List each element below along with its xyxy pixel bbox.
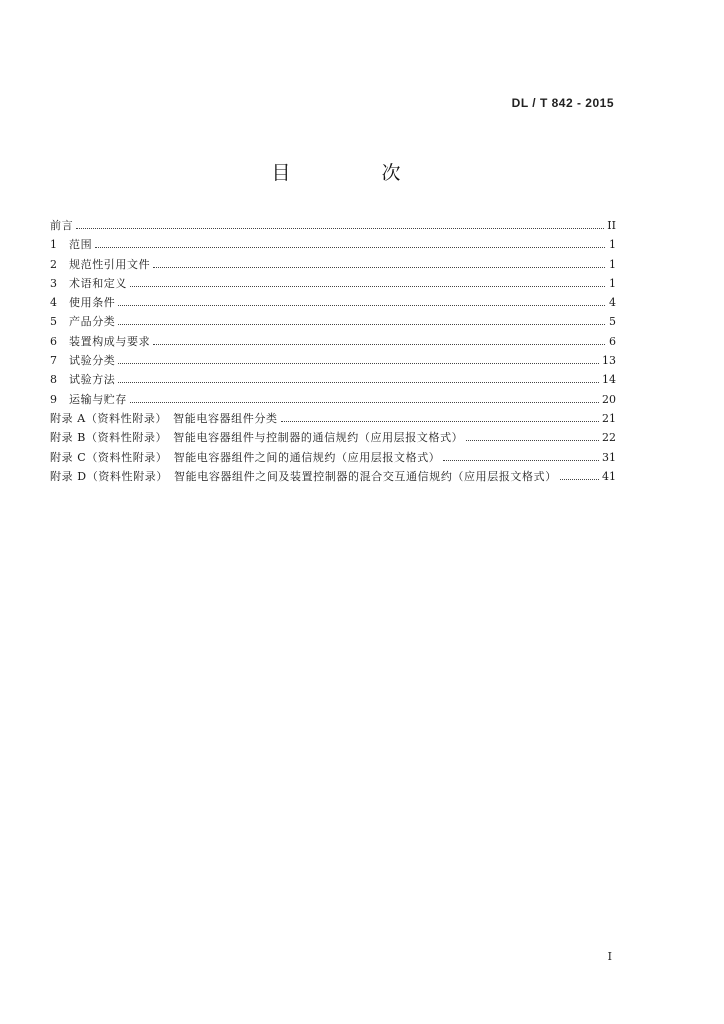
toc-entry-2[interactable]	[50, 255, 616, 274]
toc-entry-page: 1	[609, 257, 616, 271]
toc-entry-5[interactable]	[50, 312, 616, 331]
toc-entry-page: 6	[609, 334, 616, 348]
toc-entry-label: 附录 C（资料性附录） 智能电容器组件之间的通信规约（应用层报文格式）	[50, 450, 441, 464]
toc-entry-page: 5	[609, 315, 616, 329]
toc-leader-dots	[130, 401, 599, 403]
toc-entry-page: 13	[602, 354, 616, 368]
toc-leader-dots	[281, 420, 599, 422]
toc-leader-dots	[443, 459, 599, 461]
toc-leader-dots	[153, 343, 605, 345]
toc-entry-label: 产品分类	[69, 315, 116, 329]
toc-entry-number: 2	[50, 257, 57, 271]
toc-entry-4[interactable]	[50, 293, 616, 312]
toc-leader-dots	[95, 246, 605, 248]
toc-entry-appendix-d[interactable]	[50, 467, 616, 486]
toc-title: 目 次	[271, 162, 437, 184]
toc-leader-dots	[118, 323, 605, 325]
toc-entry-number: 3	[50, 276, 57, 290]
toc-entry-page: 14	[602, 373, 616, 387]
standard-code: DL / T 842 - 2015	[511, 96, 614, 110]
toc-entry-label: 附录 D（资料性附录） 智能电容器组件之间及装置控制器的混合交互通信规约（应用层报文格式）	[50, 469, 557, 483]
toc-leader-dots	[560, 478, 599, 480]
toc-leader-dots	[118, 304, 605, 306]
toc-entry-label: 使用条件	[69, 296, 116, 310]
toc-entry-page: 20	[602, 392, 616, 406]
toc-entry-label: 运输与贮存	[69, 392, 127, 406]
toc-entry-page: II	[607, 219, 616, 232]
toc-entry-page: 1	[609, 276, 616, 290]
toc-entry-label: 附录 A（资料性附录） 智能电容器组件分类	[50, 411, 278, 425]
toc-entry-7[interactable]	[50, 351, 616, 370]
toc-entry-page: 41	[602, 469, 616, 483]
toc-leader-dots	[118, 381, 599, 383]
toc-entry-number: 9	[50, 392, 57, 406]
toc-entry-page: 1	[609, 238, 616, 252]
toc-list	[50, 216, 616, 486]
toc-entry-3[interactable]	[50, 274, 616, 293]
toc-entry-number: 8	[50, 373, 57, 387]
toc-leader-dots	[466, 439, 599, 441]
toc-entry-appendix-c[interactable]	[50, 448, 616, 467]
toc-entry-number: 1	[50, 238, 57, 252]
toc-entry-foreword[interactable]	[50, 216, 616, 235]
toc-entry-label: 试验分类	[69, 354, 116, 368]
toc-entry-label: 附录 B（资料性附录） 智能电容器组件与控制器的通信规约（应用层报文格式）	[50, 431, 464, 445]
toc-entry-label: 术语和定义	[69, 276, 127, 290]
toc-entry-label: 前言	[50, 219, 74, 232]
toc-entry-label: 装置构成与要求	[69, 334, 151, 348]
toc-entry-number: 6	[50, 334, 57, 348]
page-number: I	[607, 950, 612, 963]
toc-entry-label: 范围	[69, 238, 93, 252]
toc-entry-page: 4	[609, 296, 616, 310]
toc-entry-appendix-b[interactable]	[50, 428, 616, 447]
toc-entry-appendix-a[interactable]	[50, 409, 616, 428]
toc-leader-dots	[76, 227, 604, 229]
toc-entry-page: 31	[602, 450, 616, 464]
toc-entry-number: 4	[50, 296, 57, 310]
toc-entry-page: 22	[602, 431, 616, 445]
toc-leader-dots	[153, 266, 605, 268]
toc-leader-dots	[118, 362, 599, 364]
toc-entry-number: 7	[50, 354, 57, 368]
toc-leader-dots	[130, 285, 605, 287]
toc-entry-9[interactable]	[50, 390, 616, 409]
toc-entry-8[interactable]	[50, 370, 616, 389]
toc-entry-label: 试验方法	[69, 373, 116, 387]
toc-entry-1[interactable]	[50, 235, 616, 254]
toc-entry-6[interactable]	[50, 332, 616, 351]
toc-entry-number: 5	[50, 315, 57, 329]
toc-entry-label: 规范性引用文件	[69, 257, 151, 271]
toc-entry-page: 21	[602, 411, 616, 425]
